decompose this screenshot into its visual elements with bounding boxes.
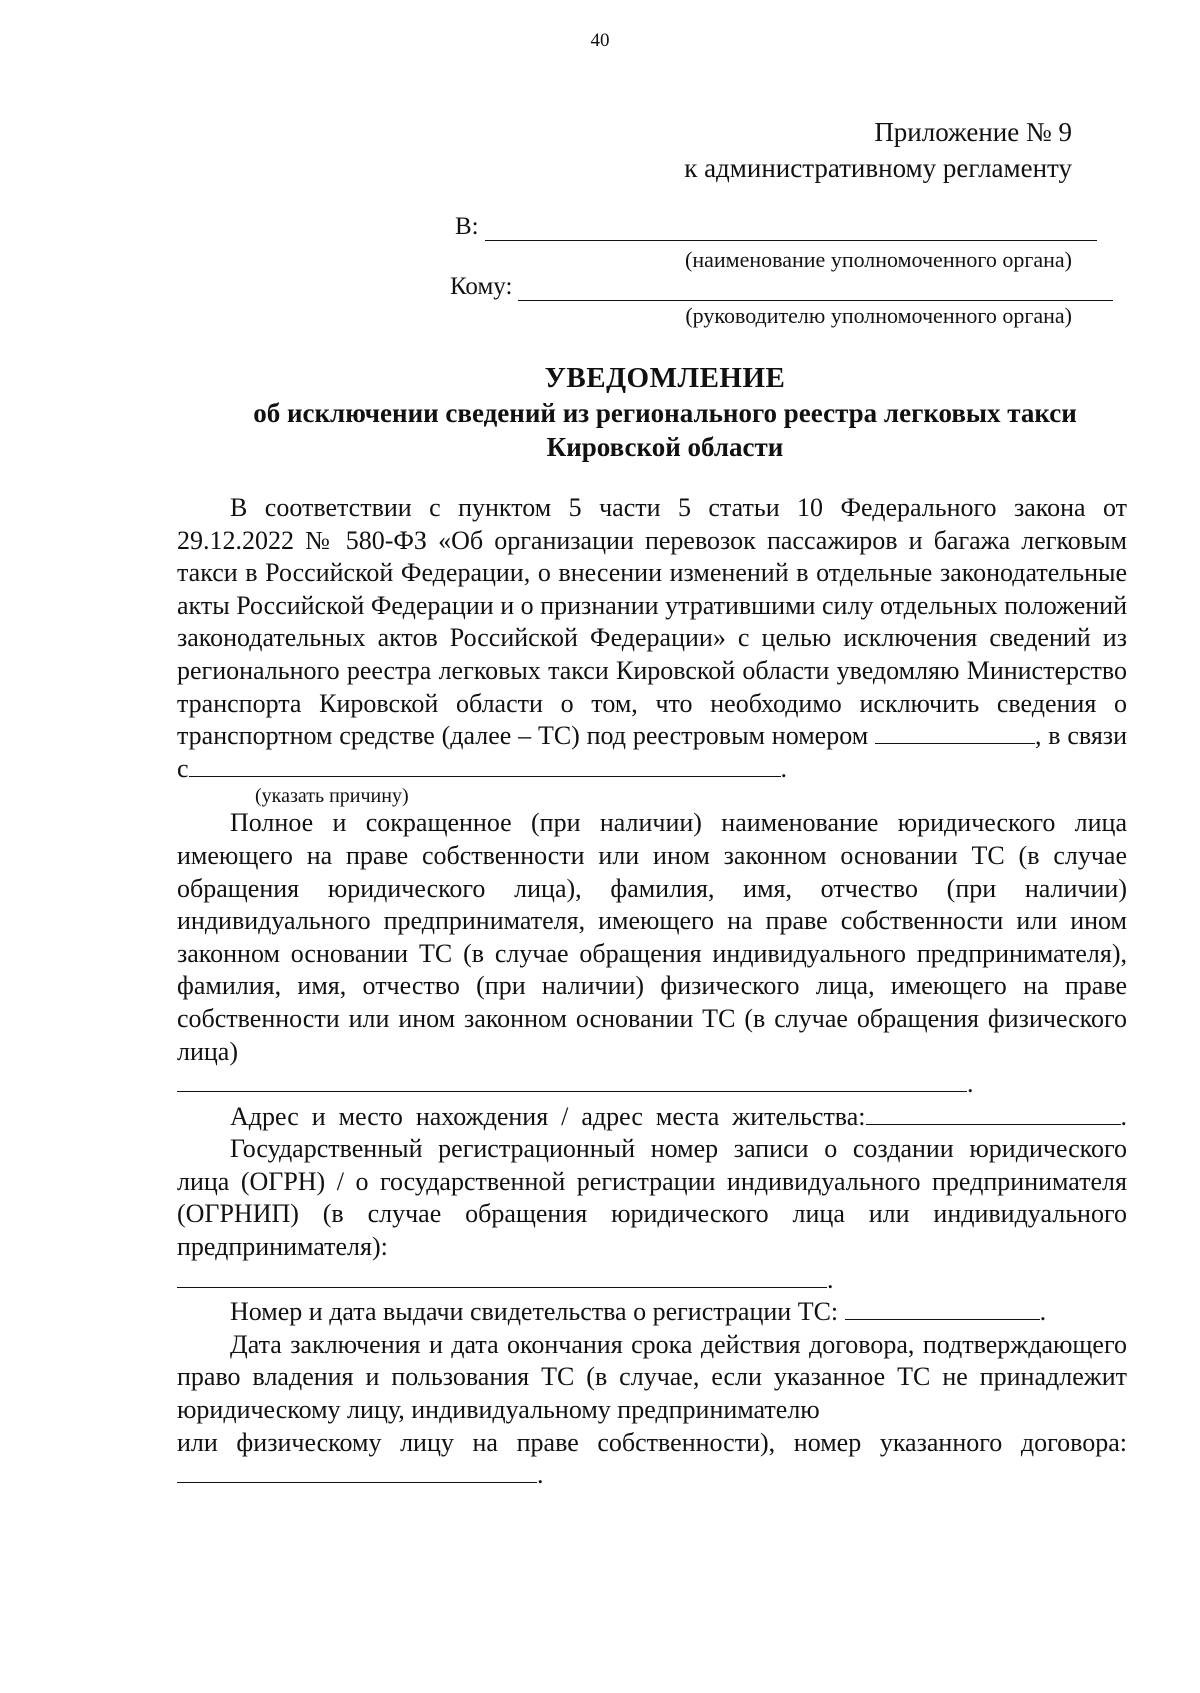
to-hint: (наименование уполномоченного органа) bbox=[685, 247, 1072, 272]
document-subtitle-line-1: об исключении сведений из регионального реестра легковых такси bbox=[253, 398, 1077, 428]
paragraph-ogrn: Государственный регистрационный номер записи о создании юридического лица (ОГРН) / о государственной регистрации индивидуального предпринимателя (ОГРНИП) (в случае обращения юридического лица или индивидуального предпринимателя): bbox=[177, 1134, 1127, 1262]
document-title: УВЕДОМЛЕНИЕ bbox=[544, 362, 786, 394]
to-label: В: bbox=[455, 213, 479, 240]
whom-hint: (руководителю уполномоченного органа) bbox=[685, 303, 1072, 328]
paragraph-registration-certificate: Номер и дата выдачи свидетельства о регистрации ТС: . bbox=[230, 1297, 1047, 1327]
paragraph-address: Адрес и место нахождения / адрес места жительства: . bbox=[230, 1101, 1127, 1131]
appendix-line-1: Приложение № 9 bbox=[874, 117, 1072, 147]
document-body bbox=[177, 492, 1127, 1492]
certificate-blank bbox=[845, 1297, 1040, 1320]
to-blank-line bbox=[485, 216, 1097, 241]
page-number: 40 bbox=[590, 30, 610, 51]
appendix-line-2: к административному регламенту bbox=[684, 153, 1072, 183]
address-blank bbox=[866, 1102, 1121, 1125]
contract-line: . bbox=[177, 1459, 1127, 1492]
document-subtitle-line-2: Кировской области bbox=[546, 432, 784, 462]
recipient-organ-field bbox=[455, 213, 1097, 241]
reason-blank bbox=[189, 754, 781, 777]
whom-label: Кому: bbox=[450, 273, 513, 300]
paragraph-contract: Дата заключения и дата окончания срока действия договора, подтверждающего право владения и пользования ТС (в случае, если указанное ТС не принадлежит юридическому лицу, индивидуальному предпринимателю bbox=[177, 1329, 1127, 1425]
paragraph-reason: с . bbox=[177, 753, 788, 783]
contract-blank bbox=[177, 1460, 537, 1483]
ogrn-line: . bbox=[177, 1264, 1127, 1297]
registry-number-blank bbox=[875, 721, 1035, 744]
appendix-header bbox=[684, 114, 1072, 186]
recipient-head-field bbox=[450, 273, 1113, 301]
reason-hint: (указать причину) bbox=[255, 785, 409, 808]
whom-blank-line bbox=[518, 276, 1113, 301]
paragraph-contract-continued: или физическому лицу на праве собственности), номер указанного договора: bbox=[177, 1427, 1127, 1457]
paragraph-owner-name: Полное и сокращенное (при наличии) наименование юридического лица имеющего на праве собственности или ином законном основании ТС (в случае обращения юридического лица), фамилия, имя, отчество (при наличии) индивидуального предпринимателя, имеющего на праве собственности или ином законном основании ТС (в случае обращения индивидуального предпринимателя), фамилия, имя, отчество (при наличии) физического лица, имеющего на праве собственности или ином законном основании ТС (в случае обращения физического лица) bbox=[177, 808, 1127, 1066]
ogrn-blank bbox=[177, 1265, 827, 1288]
owner-name-blank bbox=[177, 1069, 967, 1092]
owner-name-line: . bbox=[177, 1068, 1127, 1101]
paragraph-legal-basis: В соответствии с пунктом 5 части 5 статьи 10 Федерального закона от 29.12.2022 № 580-ФЗ «Об организации перевозок пассажиров и багажа легковым такси в Российской Федерации, о внесении изменений в отдельные законодательные акты Российской Федерации и о признании утратившими силу отдельных положений законодательных актов Российской Федерации» с целью исключения сведений из регионального реестра легковых такси Кировской области уведомляю Министерство транспорта Кировской области о том, что необходимо исключить сведения о транспортном средстве (далее – ТС) под реестровым номером , в связи bbox=[177, 493, 1127, 751]
